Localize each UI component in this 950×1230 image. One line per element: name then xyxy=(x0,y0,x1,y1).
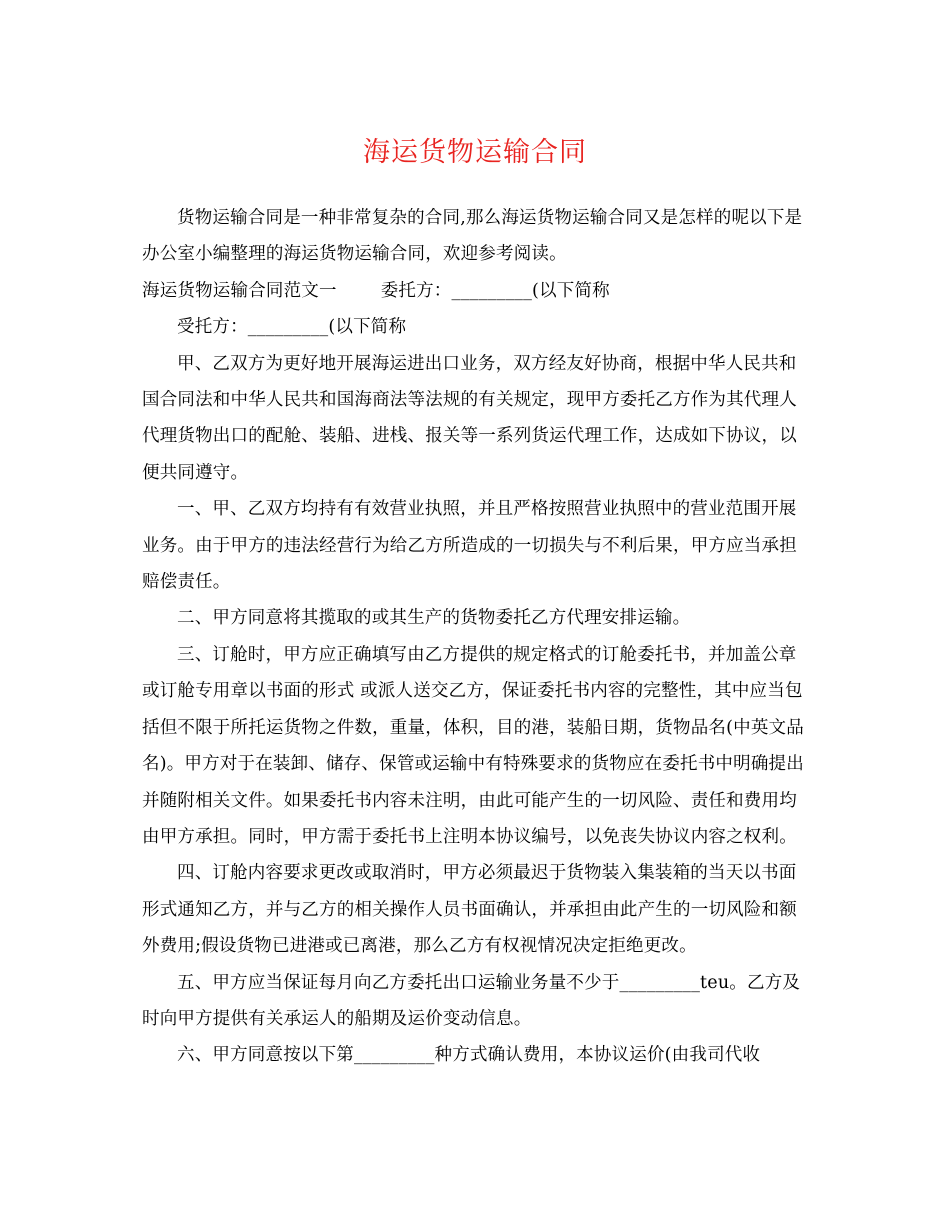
clause-4: 四、订舱内容要求更改或取消时，甲方必须最迟于货物装入集装箱的当天以书面形式通知乙方，并与乙方的相关操作人员书面确认，并承担由此产生的一切风险和额外费用;假设货物已进港或已离港，那么乙方有权视情况决定拒绝更改。 xyxy=(142,863,797,957)
principal-line: 委托方：_________(以下简称 xyxy=(380,280,610,301)
preamble-paragraph: 甲、乙双方为更好地开展海运进出口业务，双方经友好协商，根据中华人民共和国合同法和中华人民共和国海商法等法规的有关规定，现甲方委托乙方作为其代理人代理货物出口的配舱、装船、进栈、报关等一系列货运代理工作，达成如下协议，以便共同遵守。 xyxy=(142,353,797,483)
clause-5: 五、甲方应当保证每月向乙方委托出口运输业务量不少于_________teu。乙方及时向甲方提供有关承运人的船期及运价变动信息。 xyxy=(142,972,801,1029)
clause-6: 六、甲方同意按以下第_________种方式确认费用，本协议运价(由我司代收 xyxy=(177,1045,761,1066)
document-title: 海运货物运输合同 xyxy=(363,137,587,168)
clause-3: 三、订舱时，甲方应正确填写由乙方提供的规定格式的订舱委托书，并加盖公章或订舱专用章以书面的形式 或派人送交乙方，保证委托书内容的完整性，其中应当包括但不限于所托运货物之件数，重量，体积，目的港，装船日期，货物品名(中英文品名)。甲方对于在装卸、储存、保管或运输中有特殊要求的货物应在委托书中明确提出并随附相关文件。如果委托书内容未注明，由此可能产生的一切风险、责任和费用均由甲方承担。同时，甲方需于委托书上注明本协议编号，以免丧失协议内容之权利。 xyxy=(142,644,804,847)
agent-line: 受托方：_________(以下简称 xyxy=(177,317,407,338)
document-body xyxy=(142,200,808,1074)
intro-paragraph: 货物运输合同是一种非常复杂的合同,那么海运货物运输合同又是怎样的呢以下是办公室小编整理的海运货物运输合同，欢迎参考阅读。 xyxy=(142,208,803,265)
clause-2: 二、甲方同意将其揽取的或其生产的货物委托乙方代理安排运输。 xyxy=(177,608,691,629)
clause-1: 一、甲、乙双方均持有有效营业执照，并且严格按照营业执照中的营业范围开展业务。由于甲方的违法经营行为给乙方所造成的一切损失与不利后果，甲方应当承担赔偿责任。 xyxy=(142,499,797,593)
sample-heading: 海运货物运输合同范文一 xyxy=(142,280,337,301)
sample-heading-line xyxy=(142,273,808,309)
